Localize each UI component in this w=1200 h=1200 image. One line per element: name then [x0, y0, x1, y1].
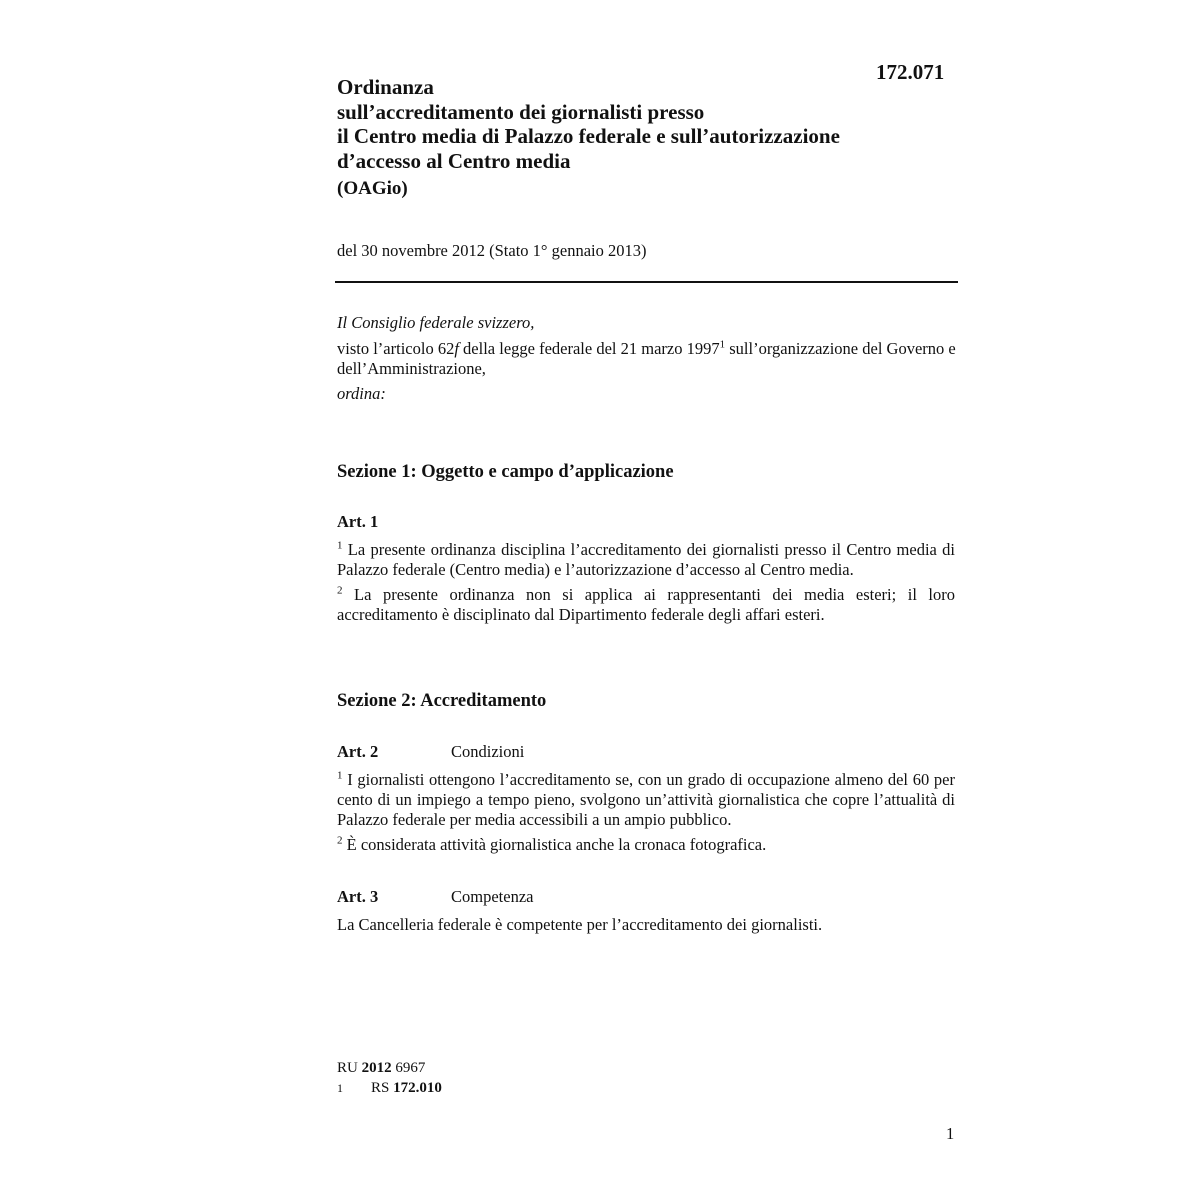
preamble-ordina: ordina: [337, 384, 386, 403]
paragraph-text: La presente ordinanza non si applica ai rappresentanti dei media esteri; il loro accreditamento è disciplinato dal Dipartimento federale degli affari esteri. [337, 585, 955, 624]
visto-letter: f [454, 339, 459, 358]
header-divider [335, 281, 958, 283]
ru-year: 2012 [361, 1060, 392, 1076]
article-paragraph [337, 770, 955, 830]
page-number: 1 [946, 1124, 955, 1143]
title-line: Ordinanza [337, 75, 434, 99]
title-line: d’accesso al Centro media [337, 148, 571, 173]
paragraph-text: È considerata attività giornalistica anche la cronaca fotografica. [342, 835, 767, 854]
title-line: sull’accreditamento dei giornalisti presso [337, 99, 705, 124]
article-number: Art. 2 [337, 742, 379, 761]
article-title: Competenza [451, 887, 534, 906]
article-body [337, 915, 955, 940]
paragraph-text: I giornalisti ottengono l’accreditamento se, con un grado di occupazione almeno del 60 per cento di un impiego a tempo pieno, svolgono un’attività giornalistica che copre l’attualità di Palazzo federale per media accessibili a un ampio pubblico. [337, 770, 955, 829]
ru-prefix: RU [337, 1060, 362, 1076]
article-title: Condizioni [451, 742, 525, 761]
article-paragraph [337, 540, 955, 580]
preamble [337, 313, 957, 404]
section-heading: Sezione 2: Accreditamento [337, 691, 547, 711]
article-heading [337, 742, 524, 762]
preamble-visto [337, 339, 957, 379]
preamble-authority: Il Consiglio federale svizzero, [337, 313, 535, 332]
article-body [337, 770, 955, 860]
paragraph-text: La Cancelleria federale è competente per l’accreditamento dei giornalisti. [337, 915, 823, 934]
article-number: Art. 1 [337, 512, 379, 531]
paragraph-number: 1 [337, 769, 343, 782]
paragraph-number: 2 [337, 834, 343, 847]
paragraph-text: La presente ordinanza disciplina l’accreditamento dei giornalisti presso il Centro media di Palazzo federale (Centro media) e l’autorizzazione d’accesso al Centro media. [337, 540, 955, 579]
visto-text: visto l’articolo 62 [337, 339, 455, 358]
article-body [337, 540, 955, 630]
footnote-ref[interactable]: 172.010 [393, 1080, 442, 1096]
footnote-number: 1 [337, 1081, 343, 1095]
ru-reference [337, 1058, 442, 1078]
section-heading: Sezione 1: Oggetto e campo d’applicazione [337, 462, 674, 482]
document-abbreviation: (OAGio) [337, 178, 408, 199]
visto-text: della legge federale del 21 marzo 1997 [458, 339, 720, 358]
footnote-prefix: RS [371, 1080, 394, 1096]
page-footer [337, 1058, 442, 1098]
article-heading [337, 512, 451, 532]
document-title [337, 75, 977, 173]
sr-number: 172.071 [876, 60, 945, 84]
document-date: del 30 novembre 2012 (Stato 1° gennaio 2013) [337, 241, 647, 260]
visto-text: sull’organizzazione del Governo e dell’Amministrazione, [337, 339, 956, 378]
article-heading [337, 887, 533, 907]
title-line: il Centro media di Palazzo federale e sull’autorizzazione [337, 124, 840, 148]
ru-page: 6967 [391, 1060, 426, 1076]
footnote [337, 1078, 442, 1098]
article-paragraph [337, 835, 955, 855]
article-number: Art. 3 [337, 887, 379, 906]
paragraph-number: 2 [337, 584, 343, 597]
footnote-marker[interactable]: 1 [719, 338, 726, 351]
article-paragraph [337, 915, 955, 935]
article-paragraph [337, 585, 955, 625]
paragraph-number: 1 [337, 539, 343, 552]
